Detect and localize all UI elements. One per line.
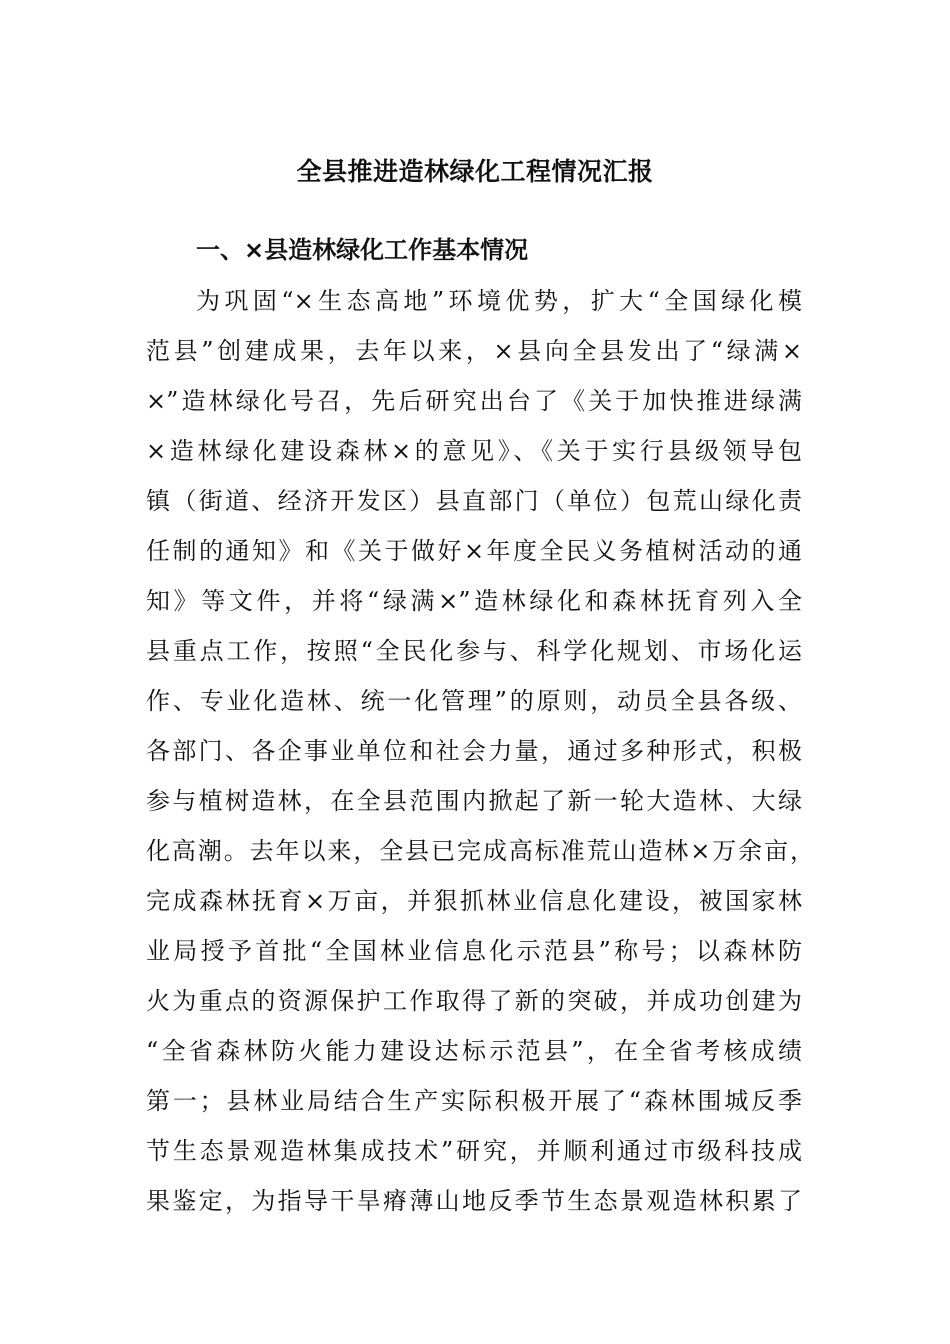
paragraph-line: 化高潮。去年以来，全县已完成高标准荒山造林×万余亩，	[146, 837, 814, 865]
paragraph-line: 火为重点的资源保护工作取得了新的突破，并成功创建为	[146, 987, 802, 1015]
paragraph-line: 第一；县林业局结合生产实际积极开展了“森林围城反季	[146, 1087, 802, 1115]
paragraph-line: 参与植树造林，在全县范围内掀起了新一轮大造林、大绿	[146, 787, 802, 815]
paragraph-line: 镇（街道、经济开发区）县直部门（单位）包荒山绿化责	[146, 487, 802, 515]
paragraph-line: ×造林绿化建设森林×的意见》、《关于实行县级领导包	[146, 437, 802, 465]
paragraph-line: ×”造林绿化号召，先后研究出台了《关于加快推进绿满	[146, 387, 802, 415]
paragraph-line: 各部门、各企事业单位和社会力量，通过多种形式，积极	[146, 737, 802, 765]
section-heading: 一、×县造林绿化工作基本情况	[196, 236, 529, 264]
paragraph-line: 节生态景观造林集成技术”研究，并顺利通过市级科技成	[146, 1137, 802, 1165]
paragraph-line: 知》等文件，并将“绿满×”造林绿化和森林抚育列入全	[146, 587, 802, 615]
paragraph-line: 完成森林抚育×万亩，并狠抓林业信息化建设，被国家林	[146, 887, 802, 915]
paragraph-line: 作、专业化造林、统一化管理”的原则，动员全县各级、	[146, 687, 802, 715]
paragraph-line: 县重点工作，按照“全民化参与、科学化规划、市场化运	[146, 637, 802, 665]
paragraph-line: “全省森林防火能力建设达标示范县”，在全省考核成绩	[146, 1037, 802, 1065]
paragraph-line: 范县”创建成果，去年以来，×县向全县发出了“绿满×	[146, 337, 802, 365]
paragraph-line: 任制的通知》和《关于做好×年度全民义务植树活动的通	[146, 537, 802, 565]
paragraph-line: 果鉴定，为指导干旱瘠薄山地反季节生态景观造林积累了	[146, 1187, 802, 1215]
paragraph-line: 为巩固“×生态高地”环境优势，扩大“全国绿化模	[196, 287, 802, 315]
paragraph-line: 业局授予首批“全国林业信息化示范县”称号；以森林防	[146, 937, 802, 965]
document-title: 全县推进造林绿化工程情况汇报	[296, 157, 654, 186]
